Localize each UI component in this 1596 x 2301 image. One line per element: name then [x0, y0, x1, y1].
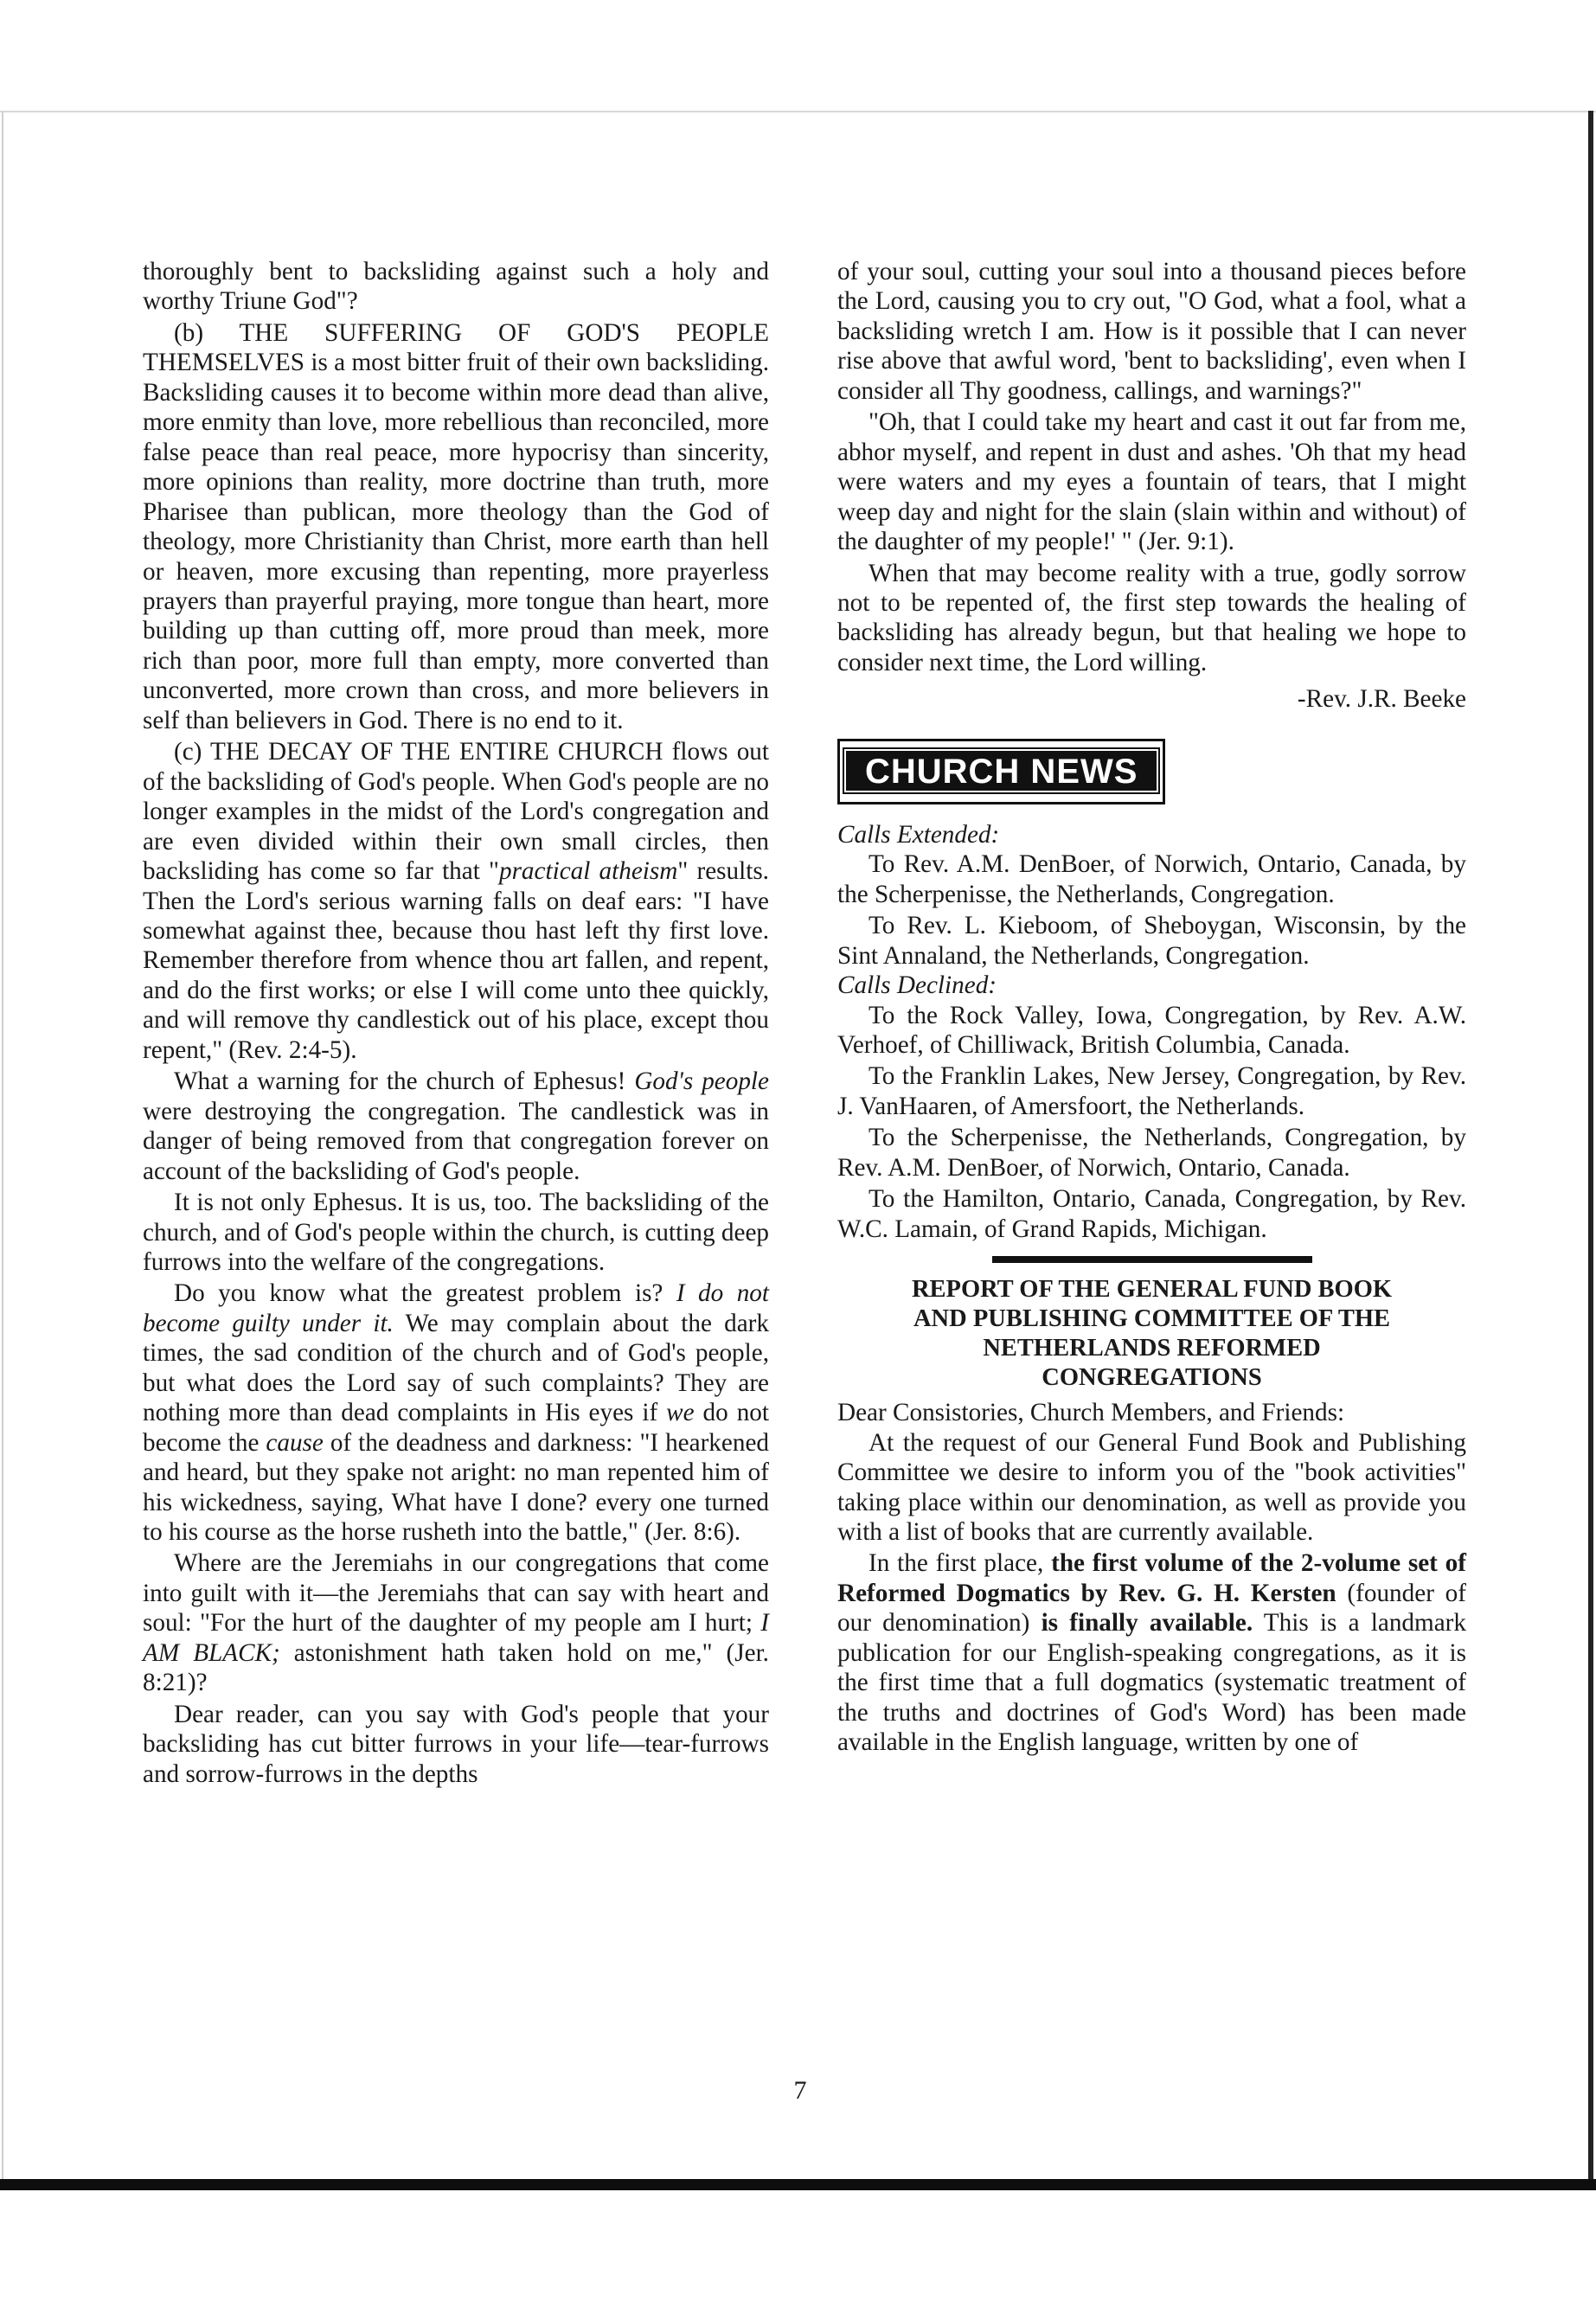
text-run: This is a landmark publication for our English-speaking congregations, as it is the first time that a full dogmatics (systematic treatment of the truths and doctrines of God's Word) has been made available in the English language, written by one of — [837, 1609, 1466, 1757]
call-declined-item: To the Rock Valley, Iowa, Congregation, by Rev. A.W. Verhoef, of Chilliwack, British Columbia, Canada. — [837, 1001, 1466, 1059]
paragraph — [143, 257, 769, 317]
report-title-line: AND PUBLISHING COMMITTEE OF THE — [913, 1305, 1391, 1333]
paragraph — [837, 559, 1466, 678]
text-run: I do not become guilty under it. — [143, 1279, 769, 1337]
text-run: of your soul, cutting your soul into a thousand pieces before the Lord, causing you to cry out, "O God, what a fool, what a backsliding wretch I am. How is it possible that I can never rise above that awful word, 'bent to backsliding', even when I consider all Thy goodness, callings, and warnings?" — [837, 258, 1466, 405]
text-run: (b) THE SUFFERING OF GOD'S PEOPLE THEMSELVES is a most bitter fruit of their own backsliding. Backsliding causes it to become within more dead than alive, more enmity than love, more rebellious than reconciled, more false peace than real peace, more hypocrisy than sincerity, more opinions than reality, more doctrine than truth, more Pharisee than publican, more theology than the God of theology, more Christianity than Christ, more earth than hell or heaven, more excusing than repenting, more prayerless prayers than prayerful praying, more tongue than heart, more building up than cutting off, more proud than meek, more rich than poor, more full than empty, more converted than unconverted, more crown than cross, and more believers in self than believers in God. There is no end to it. — [143, 318, 769, 734]
report-paragraph — [837, 1548, 1466, 1757]
article-continuation — [837, 257, 1466, 677]
text-run: cause — [266, 1428, 324, 1457]
paragraph — [143, 1279, 769, 1547]
report-title — [837, 1275, 1466, 1393]
page-number: 7 — [793, 2076, 807, 2105]
calls-extended-label: Calls Extended: — [837, 820, 1000, 849]
text-run: I AM BLACK; — [143, 1609, 769, 1667]
text-run: At the request of our General Fund Book and Publishing Committee we desire to inform you of the "book activities" taking place within our denomination, as well as provide you with a list of books that are currently available. — [837, 1428, 1466, 1546]
text-run: God's people — [634, 1067, 769, 1096]
call-declined-item: To the Hamilton, Ontario, Canada, Congregation, by Rev. W.C. Lamain, of Grand Rapids, Michigan. — [837, 1185, 1466, 1243]
text-run: It is not only Ephesus. It is us, too. The backsliding of the church, and of God's people within the church, is cutting deep furrows into the welfare of the congregations. — [143, 1189, 769, 1276]
call-declined-item: To the Franklin Lakes, New Jersey, Congregation, by Rev. J. VanHaaren, of Amersfoort, the Netherlands. — [837, 1062, 1466, 1120]
call-extended-item: To Rev. A.M. DenBoer, of Norwich, Ontario, Canada, by the Scherpenisse, the Netherlands, Congregation. — [837, 850, 1466, 908]
church-news-banner — [837, 739, 1466, 804]
call-extended-item: To Rev. L. Kieboom, of Sheboygan, Wisconsin, by the Sint Annaland, the Netherlands, Congregation. — [837, 912, 1466, 970]
text-run: We may complain about the dark times, the sad condition of the church and of God's people, but what does the Lord say of such complaints? They are nothing more than dead complaints in His eyes if — [143, 1309, 769, 1427]
bottom-border — [0, 2179, 1596, 2190]
paragraph — [837, 407, 1466, 556]
text-run: In the first place, — [869, 1549, 1052, 1578]
text-run: What a warning for the church of Ephesus! — [174, 1067, 635, 1096]
paragraph — [143, 1700, 769, 1789]
text-run: practical atheism — [498, 857, 678, 886]
text-run: Do you know what the greatest problem is? — [174, 1279, 676, 1308]
text-run: (c) THE DECAY OF THE ENTIRE CHURCH flows out of the backsliding of God's people. When God's people are no longer examples in the midst of the Lord's congregation and are even divided within their own small circles, then backsliding has come so far that " — [143, 738, 769, 886]
text-run: "Oh, that I could take my heart and cast it out far from me, abhor myself, and repent in dust and ashes. 'Oh that my head were waters and my eyes a fountain of tears, that I might weep day and night for the slain (slain within and without) of the daughter of my people!' " (Jer. 9:1). — [837, 408, 1466, 556]
text-run: When that may become reality with a true, godly sorrow not to be repented of, the first step towards the healing of backsliding has already begun, but that healing we hope to consider next time, the Lord willing. — [837, 559, 1466, 676]
paragraph — [143, 318, 769, 735]
right-border — [1588, 111, 1593, 2190]
text-run: we — [666, 1399, 695, 1427]
text-run: thoroughly bent to backsliding against such a holy and worthy Triune God"? — [143, 258, 769, 316]
paragraph — [837, 257, 1466, 406]
report-title-line: NETHERLANDS REFORMED — [983, 1335, 1321, 1362]
text-run: of the deadness and darkness: "I hearkened and heard, but they spake not aright: no man repented him of his wickedness, saying, What have I done? every one turned to his course as the horse rusheth into the battle," (Jer. 8:6). — [143, 1428, 769, 1547]
text-run: do not become the — [143, 1399, 769, 1457]
left-column — [143, 257, 769, 1789]
paragraph — [143, 1067, 769, 1186]
report-title-line: REPORT OF THE GENERAL FUND BOOK — [911, 1276, 1393, 1304]
top-border — [0, 111, 1596, 112]
paragraph — [143, 1548, 769, 1697]
calls-declined-label: Calls Declined: — [837, 971, 997, 1000]
text-run: (founder of our denomination) — [837, 1579, 1466, 1638]
text-run: were destroying the congregation. The candlestick was in danger of being removed from that congregation forever on account of the backsliding of God's people. — [143, 1097, 769, 1185]
right-column — [837, 257, 1466, 1758]
call-declined-item: To the Scherpenisse, the Netherlands, Congregation, by Rev. A.M. DenBoer, of Norwich, Ontario, Canada. — [837, 1124, 1466, 1182]
section-divider — [992, 1256, 1312, 1263]
paragraph — [143, 1188, 769, 1277]
calls-extended-list — [837, 849, 1466, 971]
text-run: astonishment hath taken hold on me," (Jer. 8:21)? — [143, 1638, 769, 1697]
report-body — [837, 1428, 1466, 1758]
report-title-line: CONGREGATIONS — [1042, 1364, 1262, 1392]
report-salutation: Dear Consistories, Church Members, and Friends: — [837, 1399, 1345, 1427]
text-run: " results. Then the Lord's serious warning falls on deaf ears: "I have somewhat against thee, because thou hast left thy first love. Remember therefore from whence thou art fallen, and repent, and do the first works; or else I will come unto thee quickly, and will remove thy candlestick out of his place, except thou repent," (Rev. 2:4-5). — [143, 857, 769, 1064]
report-paragraph — [837, 1428, 1466, 1548]
text-run: is finally available. — [1041, 1609, 1253, 1638]
text-run: Dear reader, can you say with God's people that your backsliding has cut bitter furrows in your life—tear-furrows and sorrow-furrows in the depths — [143, 1700, 769, 1788]
paragraph — [143, 737, 769, 1065]
text-run: Where are the Jeremiahs in our congregations that come into guilt with it—the Jeremiahs that can say with heart and soul: "For the hurt of the daughter of my people am I hurt; — [143, 1549, 769, 1638]
text-run: the first volume of the 2-volume set of Reformed Dogmatics by Rev. G. H. Kersten — [837, 1549, 1466, 1607]
calls-declined-list — [837, 1001, 1466, 1245]
left-border — [2, 111, 3, 2187]
church-news-title: CHURCH NEWS — [844, 749, 1158, 792]
author-signature: -Rev. J.R. Beeke — [1297, 685, 1466, 714]
